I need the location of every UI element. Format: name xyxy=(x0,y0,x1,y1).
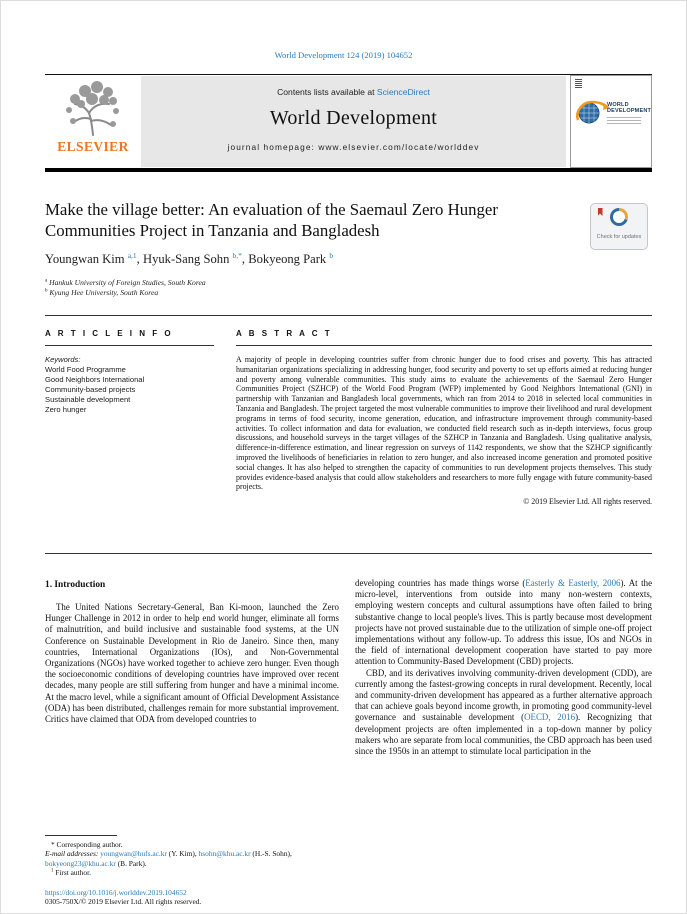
article-body xyxy=(45,572,652,914)
body-right-column xyxy=(355,578,652,757)
article-title: Make the village better: An evaluation of the Saemaul Zero Hunger Communities Project in Tanzania and Bangladesh xyxy=(45,200,498,240)
issn-copyright-line: 0305-750X/© 2019 Elsevier Ltd. All rights reserved. xyxy=(45,897,202,907)
world-development-globe-icon xyxy=(574,94,610,135)
keyword-item: Zero hunger xyxy=(45,405,87,414)
crossmark-ring-icon xyxy=(610,208,628,226)
email-addresses-line[interactable]: E-mail addresses: youngwan@hufs.ac.kr (Y. Kim), hsohn@khu.ac.kr (H.-S. Sohn), bokyeong23@khu.ac.kr (B. Park). xyxy=(45,849,292,868)
contents-list-line[interactable]: Contents lists available at ScienceDirect xyxy=(277,87,430,97)
affiliation-b: $^b$ Kyung Hee University, South Korea xyxy=(45,288,159,297)
intro-paragraph-3: CBD, and its derivatives involving community-driven development (CDD), are currently among the fastest-growing concepts in rural development. Recently, local and community-driven development has appeared as a further alternative approach that can achieve goals beyond income growth, in promoting good community-level governance and sustainable development (OECD, 2016). Recognizing that development projects are often implemented in a top-down manner by policy makers who are separate from local communities, the CBD approach has been used since the 1950s in an attempt to stimulate local participation in the xyxy=(355,667,652,757)
header-divider-bar xyxy=(45,168,652,172)
footnote-rule xyxy=(45,835,117,836)
crossmark-bookmark-icon xyxy=(598,208,603,216)
journal-homepage-link[interactable]: journal homepage: www.elsevier.com/locate/worlddev xyxy=(227,142,480,152)
keywords-label: Keywords: xyxy=(45,355,81,364)
journal-cover-thumbnail xyxy=(570,75,652,168)
cover-corner-mark xyxy=(575,79,582,88)
journal-reference: World Development 124 (2019) 104652 xyxy=(274,50,413,60)
journal-banner xyxy=(141,76,566,167)
authors-line: Youngwan Kim $^{a,1}$, Hyuk-Sang Sohn $^{b,*}$, Bokyeong Park $^b$ xyxy=(45,250,334,266)
section-1-heading: 1. Introduction xyxy=(45,580,106,590)
corresponding-author-note: * Corresponding author. xyxy=(51,839,123,849)
body-left-column xyxy=(45,580,339,725)
abstract-heading: A B S T R A C T xyxy=(236,329,652,346)
keywords-block xyxy=(45,355,214,415)
journal-title: World Development xyxy=(269,107,438,129)
cover-journal-name: WORLD DEVELOPMENT xyxy=(607,102,652,114)
doi-block xyxy=(45,888,339,907)
keyword-item: Sustainable development xyxy=(45,395,131,404)
abstract-bottom-rule xyxy=(45,553,652,554)
footnote-block xyxy=(45,835,339,878)
article-info-heading: A R T I C L E I N F O xyxy=(45,329,214,346)
title-section-rule xyxy=(45,315,652,316)
keyword-item: Good Neighbors International xyxy=(45,375,145,384)
cover-fine-print xyxy=(607,117,641,126)
doi-link[interactable]: https://doi.org/10.1016/j.worlddev.2019.104652 xyxy=(45,887,187,897)
elsevier-logo xyxy=(47,77,139,166)
intro-paragraph-2: developing countries has made things worse (Easterly & Easterly, 2006). At the micro-level, interventions from outside into many non-western contexts, employing western concepts and cultural assumptions have often failed to bring substantive change to local people's lives. This is partly because most development projects have not proved sustainable due to the utilization of simple one-off project implementations without any follow-up. To address this issue, IOs and NGOs in the field of international development cooperation have started to pay more attention to Community-Based Development (CBD) projects. xyxy=(355,578,653,667)
affiliations xyxy=(45,278,206,298)
info-abstract-block xyxy=(45,329,652,506)
elsevier-wordmark: ELSEVIER xyxy=(57,139,129,154)
check-for-updates-label: Check for updates xyxy=(596,234,642,240)
journal-header xyxy=(45,75,652,168)
affiliation-a: $^a$ Hankuk University of Foreign Studies, South Korea xyxy=(45,278,206,287)
first-author-note: $^1$ First author. xyxy=(51,868,91,878)
abstract-column xyxy=(236,329,652,506)
abstract-text: A majority of people in developing countries suffer from chronic hunger due to food crises and poverty. This has attracted humanitarian organizations specializing in addressing hunger, food security and poverty to set up efforts aimed at reducing hunger and poverty among vulnerable communities. This study aims to evaluate the achievements of the Saemaul Zero Hunger Communities Project (SZHCP) of the World Food Program (WFP) implemented by Good Neighbors International (GNI) in partnership with Tanzanian and Bangladesh local governments, which ran from 2014 to 2018 in selected local communities in Tanzania and Bangladesh. The project targeted the most vulnerable communities to improve their livelihood and rural development programs in terms of food security, income generation, education, and infrastructure improvement through community-based activities. To collect information and data for evaluation, we conducted field research such as in-depth interviews, focus group discussions, and household surveys in the target villages of the SZHCP in Tanzania and Bangladesh. Using qualitative analysis, difference-in-difference estimation, and linear regression on surveys of 1142 respondents, we show that the SZHCP significantly improved the livelihoods of beneficiaries in relation to zero hunger, and also increased income generation and promoted positive social changes. It has also helped to strengthen the capacity of communities to run development projects themselves. This study provides evidence-based analysis that could allow stakeholders and researchers to more fully engage with future community-based projects. xyxy=(236,355,652,492)
copyright-line: © 2019 Elsevier Ltd. All rights reserved. xyxy=(523,497,652,507)
check-for-updates-badge[interactable] xyxy=(590,203,648,250)
intro-paragraph-1: The United Nations Secretary-General, Ban Ki-moon, launched the Zero Hunger Challenge in 2012 in order to help end world hunger, eliminate all forms of malnutrition, and build inclusive and sustainable food systems, at the UN Conference on Sustainable Development in Rio de Janeiro. Since then, many countries, International Organizations (IOs), and Non-Governmental Organizations (NGOs) have worked together to achieve zero hunger. Even though the socioeconomic conditions of developing countries have improved over recent decades, many people are still suffering from hunger and have a minimal income. At the macro level, while a significant amount of Official Development Assistance (ODA) has been distributed, challenges remain for more substantial improvement. Critics have claimed that ODA from developed countries to xyxy=(45,602,339,725)
article-info-column xyxy=(45,329,214,506)
keyword-item: World Food Programme xyxy=(45,365,126,374)
keyword-item: Community-based projects xyxy=(45,385,136,394)
elsevier-tree-icon xyxy=(47,77,139,141)
